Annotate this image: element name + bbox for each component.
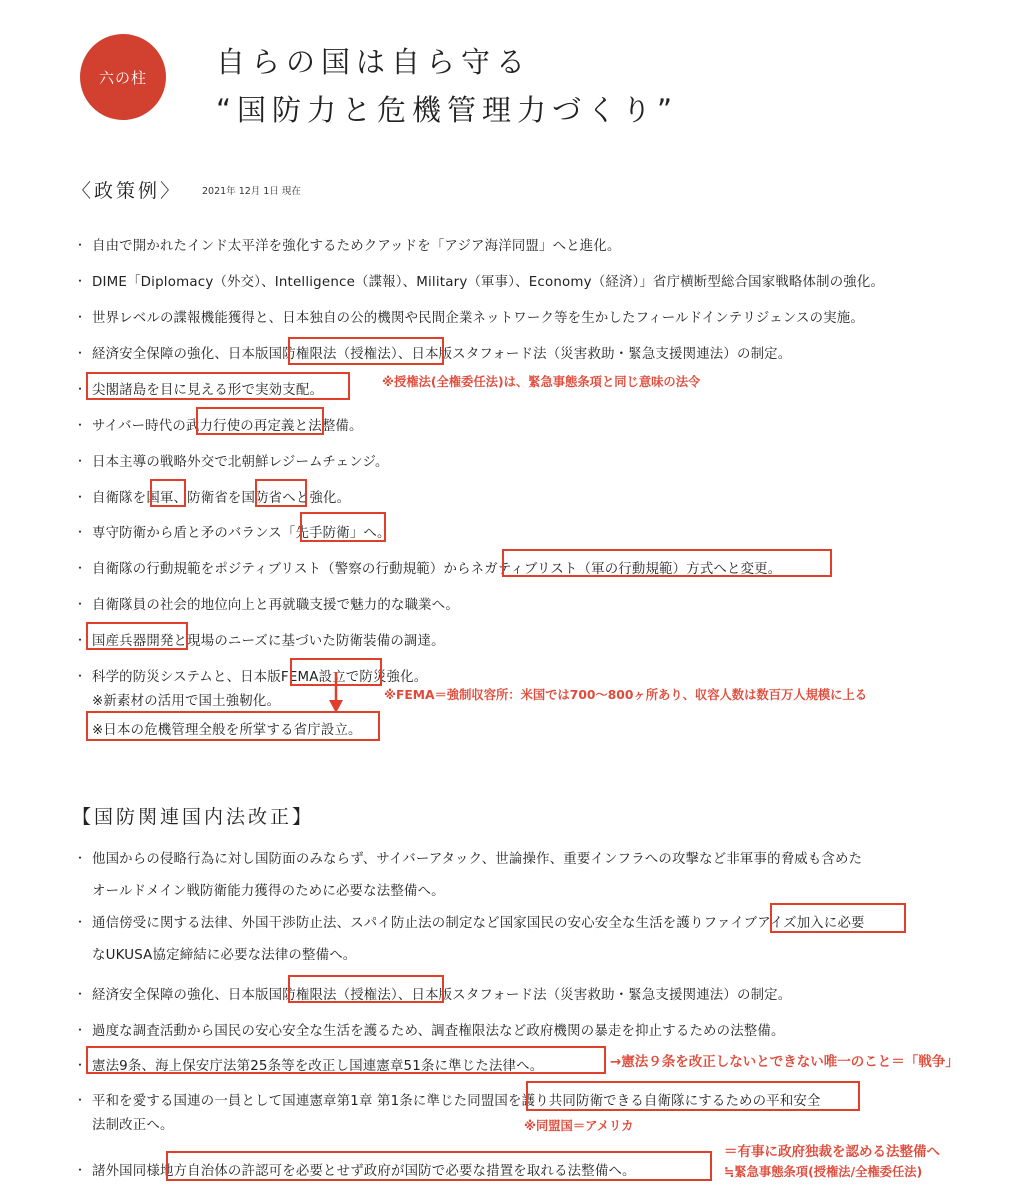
down-arrow-icon	[326, 672, 346, 714]
bullet: ・	[74, 1058, 87, 1072]
policy-item: サイバー時代の武力行使の再定義と法整備。	[92, 419, 363, 434]
highlight-box	[86, 372, 350, 400]
highlight-box	[196, 407, 324, 435]
highlight-box	[86, 1046, 606, 1074]
bullet: ・	[74, 915, 87, 929]
as-of-date: 2021年 12月 1日 現在	[202, 186, 301, 197]
bullet: ・	[74, 987, 87, 1001]
policy-item: 自衛隊員の社会的地位向上と再就職支援で魅力的な職業へ。	[92, 598, 459, 613]
law-item: 過度な調査活動から国民の安心安全な生活を護るため、調査権限法など政府機関の暴走を抑止するための法整備。	[92, 1024, 785, 1039]
bullet: ・	[74, 851, 87, 865]
pillar-badge-label: 六の柱	[98, 68, 147, 87]
section-heading-policy: 〈政策例〉	[72, 180, 183, 202]
annotation-emergency-law: ＝有事に政府独裁を認める法整備へ	[724, 1144, 940, 1160]
bullet: ・	[74, 525, 87, 539]
bullet: ・	[74, 669, 87, 683]
highlight-box	[255, 479, 307, 507]
law-item: 他国からの侵略行為に対し国防面のみならず、サイバーアタック、世論操作、重要インフラへの攻撃など非軍事的脅威も含めた	[92, 852, 863, 867]
policy-item: 国産兵器開発と現場のニーズに基づいた防衛装備の調達。	[92, 634, 445, 649]
bullet: ・	[74, 1163, 87, 1177]
bullet: ・	[74, 238, 87, 252]
bullet: ・	[74, 490, 87, 504]
pillar-badge	[80, 34, 166, 120]
section-heading-law-reform: 【国防関連国内法改正】	[72, 806, 315, 828]
bullet: ・	[74, 382, 87, 396]
bullet: ・	[74, 561, 87, 575]
highlight-box	[288, 975, 444, 1003]
highlight-box	[526, 1081, 860, 1111]
policy-item: 自由で開かれたインド太平洋を強化するためクアッドを「アジア海洋同盟」へと進化。	[92, 239, 621, 254]
highlight-box	[288, 337, 444, 365]
policy-item: 自衛隊を国軍、防衛省を国防省へと強化。	[92, 491, 351, 506]
bullet: ・	[74, 418, 87, 432]
policy-subnote: ※新素材の活用で国土強靭化。	[92, 694, 281, 709]
annotation-article9: →憲法９条を改正しないとできない唯一のこと＝「戦争」	[610, 1054, 959, 1070]
highlight-box	[150, 479, 186, 507]
highlight-box	[502, 549, 832, 577]
highlight-box	[86, 622, 188, 650]
law-item: 憲法9条、海上保安庁法第25条等を改正し国連憲章51条に準じた法律へ。	[92, 1059, 544, 1074]
bullet: ・	[74, 346, 87, 360]
highlight-box	[166, 1151, 712, 1181]
highlight-box	[86, 711, 380, 741]
policy-item: 経済安全保障の強化、日本版国防権限法（授権法）、日本版スタフォード法（災害救助・緊急支援関連法）の制定。	[92, 347, 792, 362]
policy-item: 日本主導の戦略外交で北朝鮮レジームチェンジ。	[92, 455, 389, 470]
bullet: ・	[74, 274, 87, 288]
policy-subnote: ※日本の危機管理全般を所掌する省庁設立。	[92, 723, 362, 738]
policy-item: 科学的防災システムと、日本版FEMA設立で防災強化。	[92, 670, 428, 685]
bullet: ・	[74, 1093, 87, 1107]
law-item-continued: なUKUSA協定締結に必要な法律の整備へ。	[92, 948, 357, 963]
law-item: 諸外国同様地方自治体の許認可を必要とせず政府が国防で必要な措置を取れる法整備へ。	[92, 1164, 636, 1179]
policy-item: 尖閣諸島を目に見える形で実効支配。	[92, 383, 324, 398]
policy-item: 世界レベルの諜報機能獲得と、日本独自の公的機関や民間企業ネットワーク等を生かしたフィールドインテリジェンスの実施。	[92, 311, 864, 326]
bullet: ・	[74, 597, 87, 611]
law-item: 平和を愛する国連の一員として国連憲章第1章 第1条に準じた同盟国を護り共同防衛できる自衛隊にするための平和安全	[92, 1094, 821, 1109]
annotation-fema: ※FEMA＝強制収容所：米国では700〜800ヶ所あり、収容人数は数百万人規模に上る	[384, 688, 868, 702]
policy-item: 自衛隊の行動規範をポジティブリスト（警察の行動規範）からネガティブリスト（軍の行動規範）方式へと変更。	[92, 562, 782, 577]
page-subtitle: “国防力と危機管理力づくり”	[216, 93, 679, 127]
law-item-continued: 法制改正へ。	[92, 1118, 174, 1133]
law-item: 通信傍受に関する法律、外国干渉防止法、スパイ防止法の制定など国家国民の安心安全な生活を護りファイブアイズ加入に必要	[92, 916, 865, 931]
annotation-emergency-clause: ≒緊急事態条項(授権法/全権委任法)	[724, 1165, 923, 1179]
page-title: 自らの国は自ら守る	[216, 45, 532, 79]
highlight-box	[300, 512, 386, 542]
policy-item: DIME「Diplomacy（外交）、Intelligence（諜報）、Military（軍事）、Economy（経済）」省庁横断型総合国家戦略体制の強化。	[92, 275, 885, 290]
bullet: ・	[74, 633, 87, 647]
policy-item: 専守防衛から盾と矛のバランス「先手防衛」へ。	[92, 526, 391, 541]
annotation-enabling-act: ※授権法(全権委任法)は、緊急事態条項と同じ意味の法令	[382, 375, 701, 389]
annotation-ally: ※同盟国＝アメリカ	[524, 1119, 634, 1133]
highlight-box	[770, 903, 906, 933]
bullet: ・	[74, 454, 87, 468]
bullet: ・	[74, 1023, 87, 1037]
law-item-continued: オールドメイン戦防衛能力獲得のために必要な法整備へ。	[92, 884, 445, 899]
law-item: 経済安全保障の強化、日本版国防権限法（授権法）、日本版スタフォード法（災害救助・緊急支援関連法）の制定。	[92, 988, 792, 1003]
bullet: ・	[74, 310, 87, 324]
